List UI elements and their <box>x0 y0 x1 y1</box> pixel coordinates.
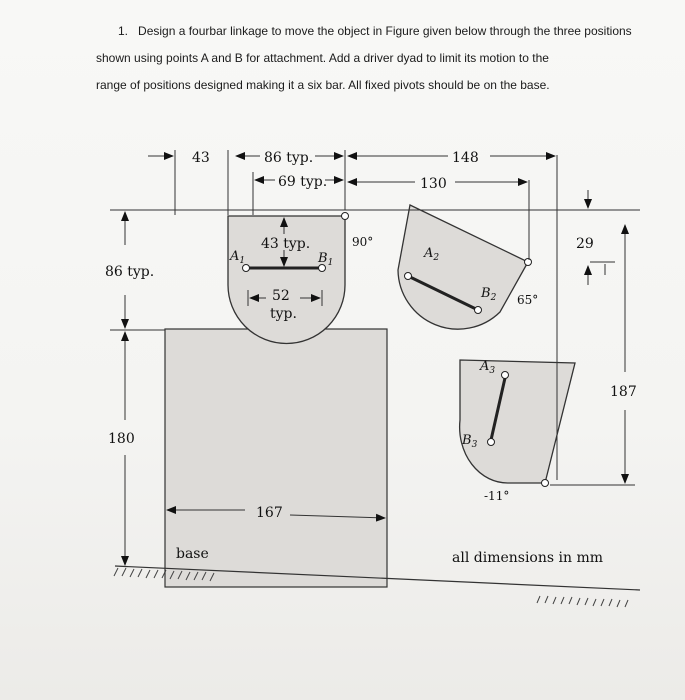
pivot-A3 <box>502 372 509 379</box>
angle-neg11: -11° <box>484 489 510 503</box>
dim-29: 29 <box>576 236 594 252</box>
angle-90: 90° <box>352 235 374 249</box>
label-A3: $A_3$ <box>480 359 496 376</box>
problem-line-3: range of positions designed making it a six bar. All fixed pivots should be on the base. <box>96 78 550 92</box>
units-note: all dimensions in mm <box>452 550 604 566</box>
dim-69-typ: 69 typ. <box>278 174 328 190</box>
label-A1: $A_1$ <box>230 249 246 266</box>
ground-hatch-right <box>537 596 628 607</box>
dim-148: 148 <box>452 150 479 166</box>
dim-167: 167 <box>256 505 283 521</box>
dim-52-value: 52 <box>272 288 290 304</box>
label-base: base <box>176 546 209 562</box>
problem-text-1: Design a fourbar linkage to move the object in Figure given below through the three positions <box>138 24 632 38</box>
angle-65: 65° <box>517 293 539 307</box>
object-position-3 <box>460 360 575 483</box>
problem-line-2: shown using points A and B for attachment. Add a driver dyad to limit its motion to the <box>96 51 549 65</box>
pivot-B2 <box>475 307 482 314</box>
dim-86-typ-left: 86 typ. <box>105 264 155 280</box>
label-B2: $B_2$ <box>481 286 497 303</box>
dim-43-top: 43 <box>192 150 210 166</box>
dim-52-typ: typ. <box>270 306 297 322</box>
label-B1: $B_1$ <box>318 251 334 268</box>
dim-130: 130 <box>420 176 447 192</box>
problem-number: 1. <box>118 24 129 38</box>
pivot-B3 <box>488 439 495 446</box>
label-A2: $A_2$ <box>424 246 440 263</box>
corner-pivot-2 <box>525 259 532 266</box>
corner-pivot-1 <box>342 213 349 220</box>
pivot-A2 <box>405 273 412 280</box>
dim-187: 187 <box>610 384 637 400</box>
corner-pivot-3 <box>542 480 549 487</box>
dim-180: 180 <box>108 431 135 447</box>
dim-86-typ: 86 typ. <box>264 150 314 166</box>
label-B3: $B_3$ <box>462 433 478 450</box>
dim-43-typ: 43 typ. <box>261 236 311 252</box>
object-position-2 <box>398 205 528 329</box>
